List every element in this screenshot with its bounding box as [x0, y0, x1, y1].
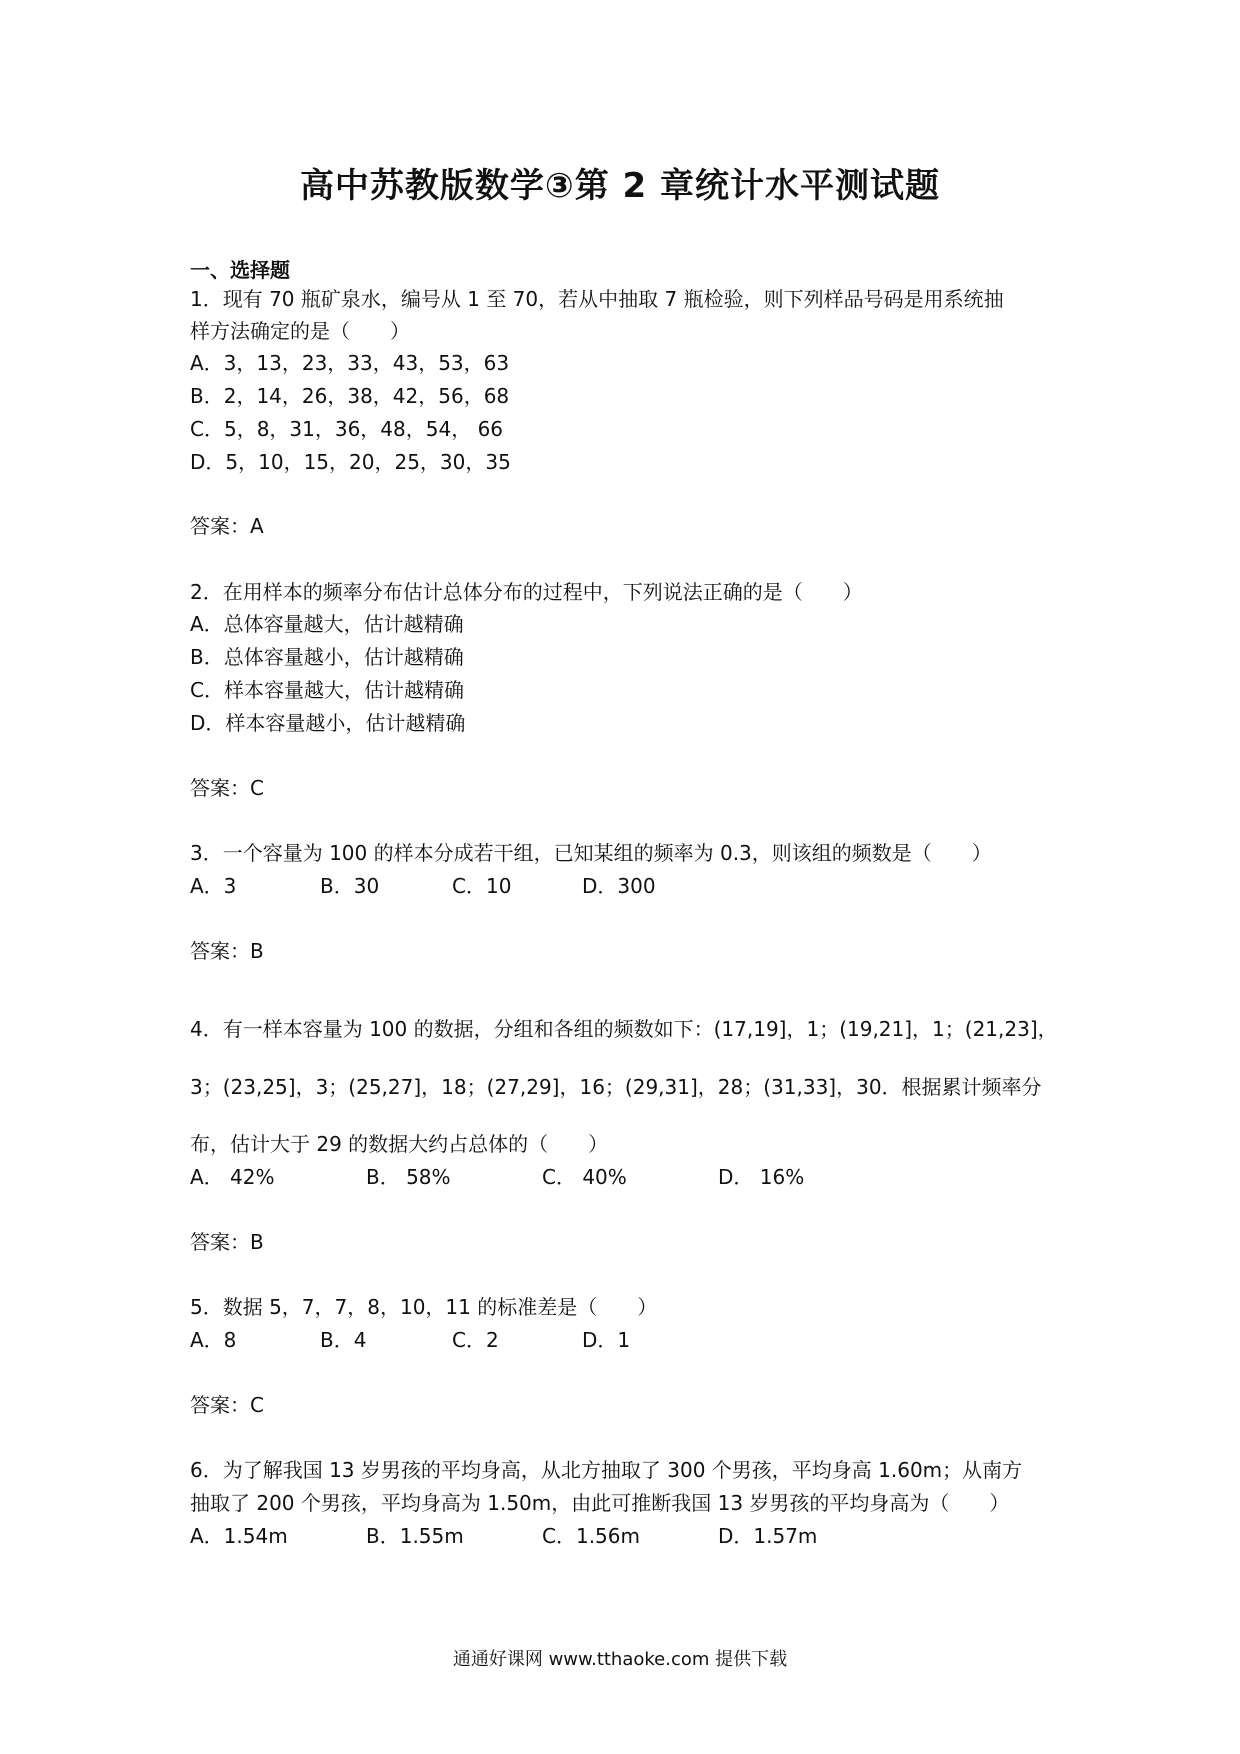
question-3-option-b: B．30 [320, 874, 380, 898]
question-1-option-a: A．3，13，23，33，43，53，63 [190, 351, 510, 375]
question-1-answer: 答案：A [190, 514, 264, 538]
question-6-text-cont: 抽取了 200 个男孩，平均身高为 1.50m，由此可推断我国 13 岁男孩的平均身高为（ ） [190, 1491, 1010, 1515]
question-4-text-end: 布，估计大于 29 的数据大约占总体的（ ） [190, 1132, 609, 1156]
question-1-option-c: C．5，8，31，36，48，54， 66 [190, 417, 504, 441]
question-2-option-b: B．总体容量越小，估计越精确 [190, 645, 464, 669]
question-6-text: 6．为了解我国 13 岁男孩的平均身高，从北方抽取了 300 个男孩，平均身高 1.60m；从南方 [190, 1458, 1023, 1482]
question-4-option-d: D． 16% [718, 1165, 805, 1189]
question-6-option-a: A．1.54m [190, 1524, 288, 1548]
question-4-option-c: C． 40% [542, 1165, 627, 1189]
section-heading: 一、选择题 [190, 258, 290, 282]
question-4-options [190, 1164, 890, 1190]
question-2-option-c: C．样本容量越大，估计越精确 [190, 678, 464, 702]
page-title: 高中苏教版数学③第 2 章统计水平测试题 [299, 166, 941, 206]
question-3-option-d: D．300 [582, 874, 656, 898]
question-3-text: 3．一个容量为 100 的样本分成若干组，已知某组的频率为 0.3，则该组的频数是（ ） [190, 841, 992, 865]
question-1-option-d: D．5，10，15，20，25，30，35 [190, 450, 511, 474]
question-6-options [190, 1523, 890, 1549]
question-5-option-a: A．8 [190, 1328, 237, 1352]
question-1-text-cont: 样方法确定的是（ ） [190, 319, 410, 343]
question-6-option-d: D．1.57m [718, 1524, 818, 1548]
question-3-option-a: A．3 [190, 874, 237, 898]
question-1-text: 1．现有 70 瓶矿泉水，编号从 1 至 70，若从中抽取 7 瓶检验，则下列样品号码是用系统抽 [190, 287, 1004, 311]
question-5-option-b: B．4 [320, 1328, 367, 1352]
question-2-option-a: A．总体容量越大，估计越精确 [190, 612, 464, 636]
question-5-option-d: D．1 [582, 1328, 631, 1352]
question-4-text-cont: 3；(23,25]，3；(25,27]，18；(27,29]，16；(29,31]，28；(31,33]，30．根据累计频率分 [190, 1075, 1042, 1099]
question-1-option-b: B．2，14，26，38，42，56，68 [190, 384, 510, 408]
question-4-option-a: A． 42% [190, 1165, 275, 1189]
question-3-option-c: C．10 [452, 874, 512, 898]
question-5-option-c: C．2 [452, 1328, 499, 1352]
question-3-answer: 答案：B [190, 939, 264, 963]
question-2-option-d: D．样本容量越小，估计越精确 [190, 711, 466, 735]
page-footer: 通通好课网 www.tthaoke.com 提供下载 [452, 1649, 788, 1670]
question-2-text: 2．在用样本的频率分布估计总体分布的过程中，下列说法正确的是（ ） [190, 580, 863, 604]
question-4-option-b: B． 58% [366, 1165, 451, 1189]
question-5-answer: 答案：C [190, 1393, 264, 1417]
question-3-options [190, 873, 890, 899]
question-6-option-b: B．1.55m [366, 1524, 464, 1548]
question-6-option-c: C．1.56m [542, 1524, 640, 1548]
question-2-answer: 答案：C [190, 776, 264, 800]
question-5-text: 5．数据 5，7，7，8，10，11 的标准差是（ ） [190, 1295, 658, 1319]
question-5-options [190, 1327, 890, 1353]
question-4-text: 4．有一样本容量为 100 的数据，分组和各组的频数如下：(17,19]，1；(19,21]，1；(21,23]， [190, 1017, 1058, 1041]
question-4-answer: 答案：B [190, 1230, 264, 1254]
